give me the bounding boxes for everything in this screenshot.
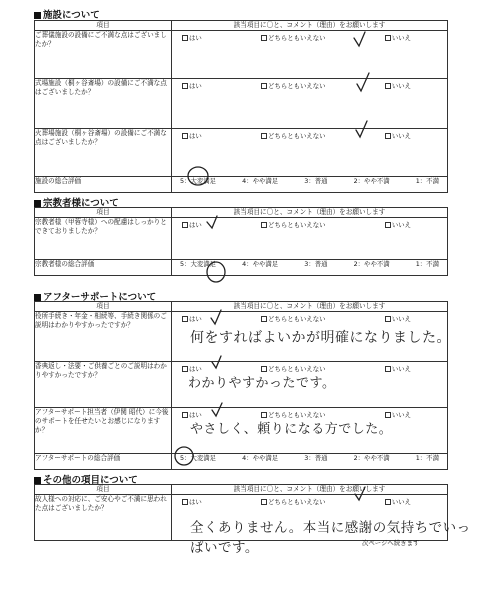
scale-2[interactable]: 2：やや不満 (353, 454, 390, 462)
header-answer: 該当項目に〇と、コメント（理由）をお願いします (172, 485, 448, 495)
check-mark-icon (212, 356, 221, 368)
option-no[interactable]: いいえ (385, 315, 411, 324)
option-no[interactable]: いいえ (385, 132, 411, 141)
option-no[interactable]: いいえ (385, 498, 411, 507)
question-text: 火葬場施設（桐ヶ谷斎場）の設備にご不満な点はございましたか？ (35, 129, 172, 177)
check-mark-icon (357, 73, 369, 91)
scale-4[interactable]: 4：やや満足 (242, 177, 279, 185)
header-answer: 該当項目に〇と、コメント（理由）をお願いします (172, 208, 448, 218)
scale-2[interactable]: 2：やや不満 (353, 260, 390, 268)
question-text: 故人様への対応に、ご安心やご不満に思われた点はございましたか？ (35, 495, 172, 541)
option-neutral[interactable]: どちらともいえない (261, 411, 326, 420)
header-answer: 該当項目に〇と、コメント（理由）をお願いします (172, 21, 448, 31)
scale-3[interactable]: 3：普通 (304, 177, 328, 185)
option-yes[interactable]: はい (182, 34, 202, 43)
handwritten-comment: やさしく、頼りになる方でした。 (190, 422, 393, 437)
scale-3[interactable]: 3：普通 (304, 454, 328, 462)
option-neutral[interactable]: どちらともいえない (261, 82, 326, 91)
question-text: アフターサポート担当者（伊関 昭代）に今後のサポートを任せたいとお感じになりますか？ (35, 408, 172, 454)
scale-5[interactable]: 5：大変満足 (180, 260, 217, 268)
option-neutral[interactable]: どちらともいえない (261, 34, 326, 43)
rating-label: 宗教者様の総合評価 (35, 260, 172, 276)
handwritten-comment: 何をすればよいかが明確になりました。 (190, 330, 451, 346)
option-no[interactable]: いいえ (385, 365, 411, 374)
circle-mark-icon (207, 262, 225, 282)
scale-5[interactable]: 5：大変満足 (180, 177, 217, 185)
section-title-facility: 施設について (34, 7, 100, 21)
circle-mark-icon (175, 447, 193, 465)
rating-label: アフターサポートの総合評価 (35, 454, 172, 470)
option-neutral[interactable]: どちらともいえない (261, 498, 326, 507)
check-mark-icon (355, 487, 365, 500)
option-neutral[interactable]: どちらともいえない (261, 132, 326, 141)
option-yes[interactable]: はい (182, 221, 202, 230)
header-answer: 該当項目に〇と、コメント（理由）をお願いします (172, 302, 448, 312)
scale-4[interactable]: 4：やや満足 (242, 454, 279, 462)
handwritten-comment: わかりやすかったです。 (188, 376, 336, 391)
scale-4[interactable]: 4：やや満足 (242, 260, 279, 268)
option-neutral[interactable]: どちらともいえない (261, 365, 326, 374)
question-text: 宗教者様（甲蓉寺様）への配慮はしっかりとできておりましたか？ (35, 218, 172, 260)
footer-continue-note: 次ページへ続きます (362, 539, 420, 547)
question-text: 式場施設（桐ヶ谷斎場）の設備にご不満な点はございましたか？ (35, 79, 172, 129)
check-mark-icon (207, 216, 217, 228)
check-mark-icon (212, 403, 222, 416)
scale-2[interactable]: 2：やや不満 (353, 177, 390, 185)
option-no[interactable]: いいえ (385, 82, 411, 91)
section-title-other: その他の項目について (34, 472, 138, 486)
option-yes[interactable]: はい (182, 82, 202, 91)
scale-3[interactable]: 3：普通 (304, 260, 328, 268)
option-no[interactable]: いいえ (385, 221, 411, 230)
option-yes[interactable]: はい (182, 315, 202, 324)
header-item: 項目 (35, 302, 172, 312)
scale-5[interactable]: 5：大変満足 (180, 454, 217, 462)
scale-1[interactable]: 1：不満 (415, 454, 439, 462)
check-mark-icon (356, 121, 367, 137)
option-yes[interactable]: はい (182, 132, 202, 141)
option-neutral[interactable]: どちらともいえない (261, 221, 326, 230)
option-no[interactable]: いいえ (385, 411, 411, 420)
question-text: 香典返し・法要・ご供養ごとのご説明はわかりやすかったですか？ (35, 362, 172, 408)
section-title-aftersupport: アフターサポートについて (34, 289, 156, 303)
option-no[interactable]: いいえ (385, 34, 411, 43)
question-text: ご葬儀施設の設備にご不満な点はございましたか？ (35, 31, 172, 79)
check-mark-icon (211, 310, 221, 324)
option-yes[interactable]: はい (182, 411, 202, 420)
section-title-religious: 宗教者様について (34, 195, 119, 209)
option-yes[interactable]: はい (182, 498, 202, 507)
scale-1[interactable]: 1：不満 (415, 260, 439, 268)
option-yes[interactable]: はい (182, 365, 202, 374)
check-mark-icon (354, 32, 365, 46)
header-item: 項目 (35, 485, 172, 495)
header-item: 項目 (35, 208, 172, 218)
scale-1[interactable]: 1：不満 (415, 177, 439, 185)
rating-label: 施設の総合評価 (35, 177, 172, 193)
circle-mark-icon (188, 167, 208, 185)
option-neutral[interactable]: どちらともいえない (261, 315, 326, 324)
header-item: 項目 (35, 21, 172, 31)
handwritten-comment: 全くありません。本当に感謝の気持ちでいっぱいです。 (190, 520, 471, 556)
question-text: 役所手続き・年金・相続等、手続き関係のご説明はわかりやすかったですか？ (35, 312, 172, 362)
